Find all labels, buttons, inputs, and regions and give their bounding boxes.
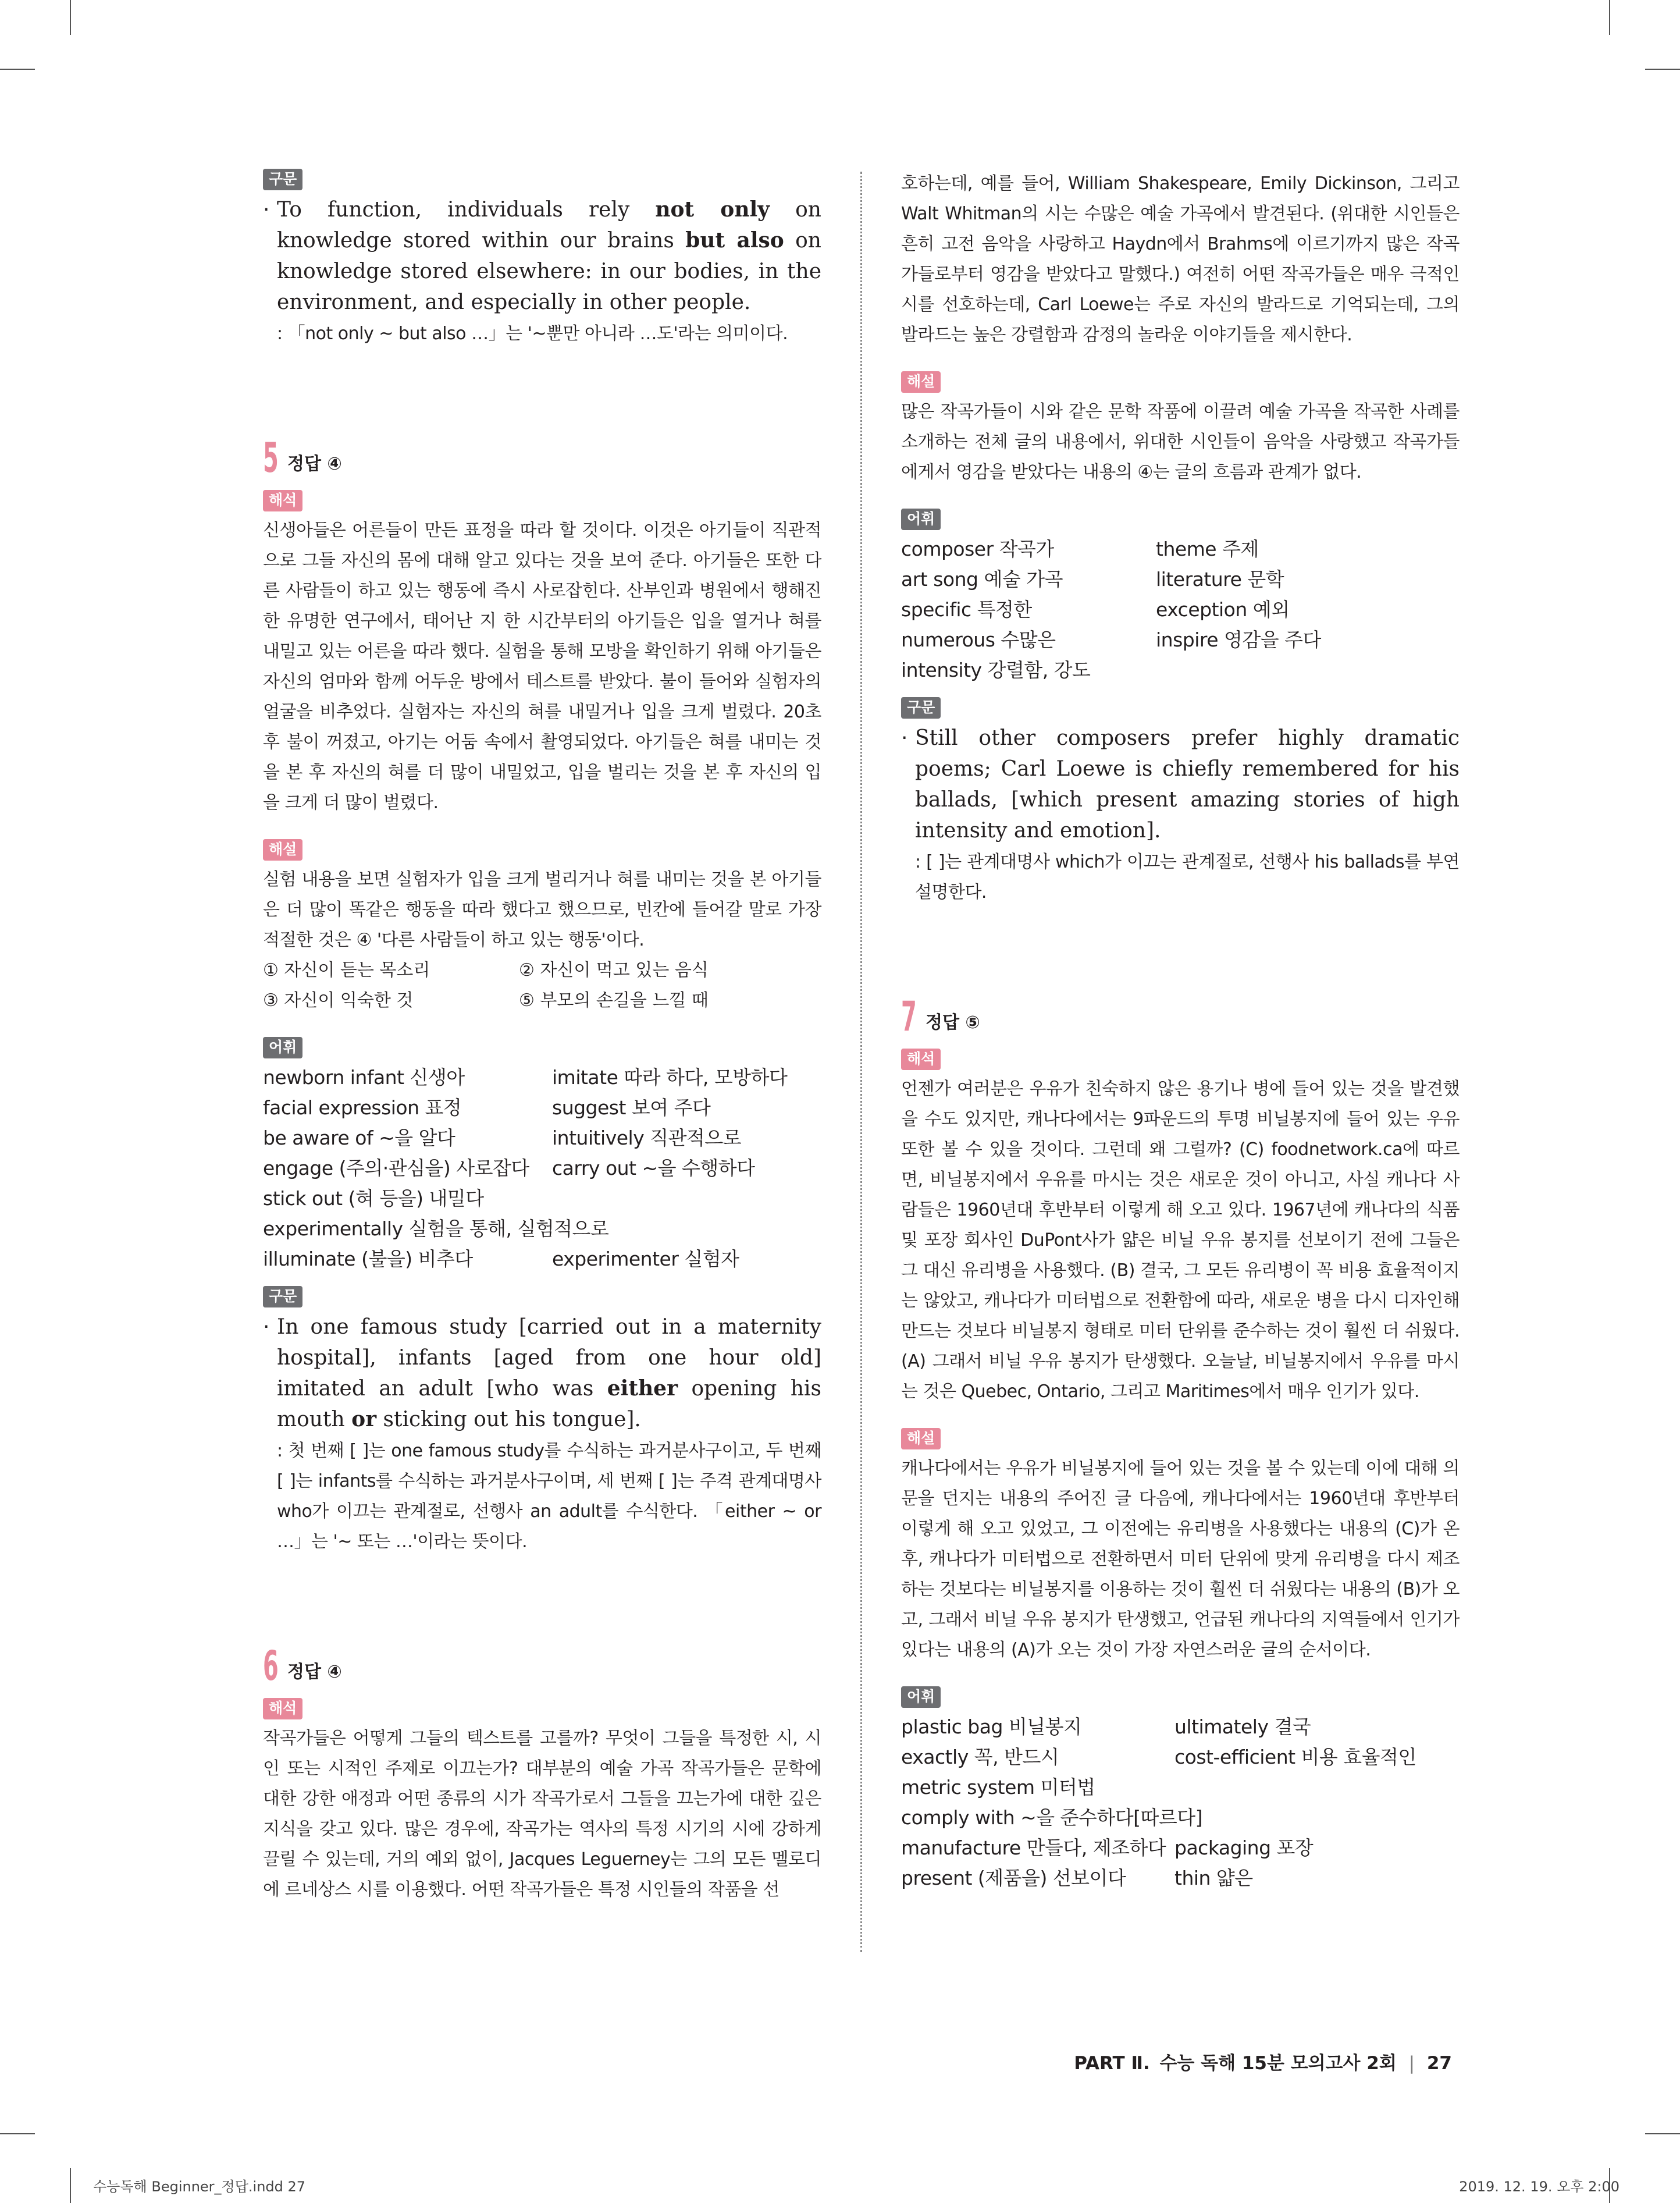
vocab-item: experimentally 실험을 통해, 실험적으로 — [263, 1217, 609, 1240]
question-6 — [263, 1644, 821, 1905]
vocab-item: illuminate (불을) 비추다 — [263, 1248, 473, 1270]
crop-mark-bottom-left-h — [0, 2133, 35, 2134]
vocab-item: inspire 영감을 주다 — [1156, 628, 1321, 651]
crop-mark-bottom-right-h — [1645, 2133, 1680, 2134]
right-column — [901, 169, 1460, 1893]
print-slug-date: 2019. 12. 19. 오후 2:00 — [1459, 2179, 1620, 2195]
question-number: 6 — [263, 1642, 279, 1690]
vocab-tag: 어휘 — [263, 1037, 302, 1058]
vocab-item: literature 문학 — [1156, 568, 1284, 591]
vocab-item: experimenter 실험자 — [552, 1248, 739, 1270]
vocab-item: exactly 꼭, 반드시 — [901, 1746, 1059, 1768]
answer-label: 정답 ④ — [287, 454, 342, 474]
footer-separator: | — [1408, 2053, 1415, 2074]
explanation-tag: 해설 — [901, 371, 941, 393]
vocab-item: thin 얇은 — [1174, 1867, 1253, 1889]
wrong-options — [263, 955, 821, 1016]
vocab-item: carry out ~을 수행하다 — [552, 1157, 755, 1179]
vocab-item: comply with ~을 준수하다[따르다] — [901, 1806, 1203, 1829]
translation-text: 언젠가 여러분은 우유가 친숙하지 않은 용기나 병에 들어 있는 것을 발견했을 수도 있지만, 캐나다에서는 9파운드의 투명 비닐봉지에 들어 있는 우유 또한 볼 수 있을 것이다. 그런데 왜 그럴까? (C) foodnetwork.ca에 따르면, 비닐봉지에서 우유를 마시는 것은 새로운 것이 아니고, 사실 캐나다 사람들은 1960년대 후반부터 이렇게 해 오고 있다. 1967년에 캐나다의 식품 및 포장 회사인 DuPont사가 얇은 비닐 우유 봉지를 선보이기 전에 그들은 그 대신 유리병을 사용했다. (B) 결국, 그 모든 유리병이 꼭 비용 효율적이지는 않았고, 캐나다가 미터법으로 전환함에 따라, 새로운 병을 다시 디자인해 만드는 것보다 비닐봉지 형태로 미터 단위를 준수하는 것이 훨씬 더 쉬웠다. (A) 그래서 비닐 우유 봉지가 탄생했다. 오늘날, 비닐봉지에서 우유를 마시는 것은 Quebec, Ontario, 그리고 Maritimes에서 매우 인기가 있다. — [901, 1079, 1460, 1402]
vocab-list — [901, 534, 1460, 685]
option-5: ⑤ 부모의 손길을 느낄 때 — [519, 990, 709, 1011]
vocab-item: facial expression 표정 — [263, 1096, 462, 1119]
example-sentence: · To function, individuals rely not only on knowledge stored within our brains but also on knowledge stored elsewhere: in our bodies, in the environment, and especially in other people. — [263, 194, 821, 318]
grammar-note: : 「not only ~ but also …」는 '~뿐만 아니라 …도'라는 의미이다. — [277, 324, 788, 344]
vocab-item: metric system 미터법 — [901, 1776, 1095, 1799]
vocab-item: be aware of ~을 알다 — [263, 1127, 455, 1149]
explanation-text: 실험 내용을 보면 실험자가 입을 크게 벌리거나 혀를 내미는 것을 본 아기들은 더 많이 똑같은 행동을 따라 했다고 했으므로, 빈칸에 들어갈 말로 가장 적절한 것은 ④ '다른 사람들이 하고 있는 행동'이다. — [263, 869, 821, 950]
structure-tag: 구문 — [263, 169, 302, 190]
translation-tag: 해석 — [901, 1049, 941, 1070]
example-sentence: · Still other composers prefer highly dramatic poems; Carl Loewe is chiefly remembered for his ballads, [which present amazing stories of high intensity and emotion]. — [901, 723, 1460, 846]
crop-mark-top-left-v — [70, 0, 71, 35]
structure-tag: 구문 — [263, 1286, 302, 1307]
vocab-item: manufacture 만들다, 제조하다 — [901, 1836, 1166, 1859]
page-footer — [1074, 2048, 1452, 2074]
vocab-item: art song 예술 가곡 — [901, 568, 1063, 591]
translation-text: 작곡가들은 어떻게 그들의 텍스트를 고를까? 무엇이 그들을 특정한 시, 시인 또는 시적인 주제로 이끄는가? 대부분의 예술 가곡 작곡가들은 문학에 대한 강한 애정과 어떤 종류의 시가 작곡가로서 그들을 끄는가에 대한 깊은 지식을 갖고 있다. 많은 경우에, 작곡가는 역사의 특정 시기의 시에 강하게 끌릴 수 있는데, 거의 예외 없이, Jacques Leguerney는 그의 모든 멜로디에 르네상스 시를 이용했다. 어떤 작곡가들은 특정 시인들의 작품을 선 — [263, 1728, 822, 1900]
vocab-item: plastic bag 비닐봉지 — [901, 1715, 1082, 1738]
crop-mark-bottom-left-v — [70, 2168, 71, 2203]
footer-part: PART Ⅱ. — [1074, 2053, 1150, 2074]
vocab-item: theme 주제 — [1156, 538, 1259, 560]
vocab-item: numerous 수많은 — [901, 628, 1056, 651]
column-divider — [860, 172, 862, 1952]
vocab-item: specific 특정한 — [901, 598, 1032, 621]
question-7 — [901, 995, 1460, 1893]
option-1: ① 자신이 듣는 목소리 — [263, 960, 430, 980]
vocab-item: stick out (혀 등을) 내밀다 — [263, 1187, 484, 1210]
grammar-note: : 첫 번째 [ ]는 one famous study를 수식하는 과거분사구이고, 두 번째 [ ]는 infants를 수식하는 과거분사구이며, 세 번째 [ ]는 주격 관계대명사 who가 이끄는 관계절로, 선행사 an adult를 수식한다. 「either ~ or …」는 '~ 또는 …'이라는 뜻이다. — [277, 1441, 821, 1552]
question-number: 5 — [263, 434, 279, 482]
explanation-text: 많은 작곡가들이 시와 같은 문학 작품에 이끌려 예술 가곡을 작곡한 사례를 소개하는 전체 글의 내용에서, 위대한 시인들이 음악을 사랑했고 작곡가들에게서 영감을 받았다는 내용의 ④는 글의 흐름과 관계가 없다. — [901, 401, 1460, 482]
crop-mark-top-left-h — [0, 69, 35, 70]
crop-mark-top-right-h — [1645, 69, 1680, 70]
vocab-list — [263, 1063, 821, 1274]
translation-tag: 해석 — [263, 1698, 302, 1719]
vocab-item: packaging 포장 — [1174, 1836, 1314, 1859]
vocab-item — [552, 1184, 821, 1214]
structure-tag: 구문 — [901, 697, 941, 719]
vocab-item: composer 작곡가 — [901, 538, 1054, 560]
explanation-tag: 해설 — [901, 1428, 941, 1449]
translation-text: 호하는데, 예를 들어, William Shakespeare, Emily Dickinson, 그리고 Walt Whitman의 시는 수많은 예술 가곡에서 발견된다. (위대한 시인들은 흔히 고전 음악을 사랑하고 Haydn에서 Brahms에 이르기까지 많은 작곡가들로부터 영감을 받았다고 말했다.) 여전히 어떤 작곡가들은 매우 극적인 시를 선호하는데, Carl Loewe는 주로 자신의 발라드로 기억되는데, 그의 발라드는 높은 강렬함과 감정의 놀라운 이야기들을 제시한다. — [901, 173, 1460, 345]
question-5 — [263, 436, 821, 1557]
answer-label: 정답 ④ — [287, 1662, 342, 1682]
vocab-item: exception 예외 — [1156, 598, 1290, 621]
explanation-tag: 해설 — [263, 839, 302, 861]
vocab-item: intuitively 직관적으로 — [552, 1127, 742, 1149]
vocab-tag: 어휘 — [901, 1686, 941, 1708]
explanation-text: 캐나다에서는 우유가 비닐봉지에 들어 있는 것을 볼 수 있는데 이에 대해 의문을 던지는 내용의 주어진 글 다음에, 캐나다에서는 1960년대 후반부터 이렇게 해 오고 있었고, 그 이전에는 유리병을 사용했다는 내용의 (C)가 온 후, 캐나다가 미터법으로 전환하면서 미터 단위에 맞게 유리병을 다시 제조하는 것보다는 비닐봉지를 이용하는 것이 훨씬 더 쉬웠다는 내용의 (B)가 오고, 그래서 비닐 우유 봉지가 탄생했고, 언급된 캐나다의 지역들에서 인기가 있다는 내용의 (A)가 오는 것이 가장 자연스러운 글의 순서이다. — [901, 1458, 1460, 1660]
translation-text: 신생아들은 어른들이 만든 표정을 따라 할 것이다. 이것은 아기들이 직관적으로 그들 자신의 몸에 대해 알고 있다는 것을 보여 준다. 아기들은 또한 다른 사람들이 하고 있는 행동에 즉시 사로잡힌다. 산부인과 병원에서 행해진 한 유명한 연구에서, 태어난 지 한 시간부터의 아기들은 입을 열거나 혀를 내밀고 있는 어른을 따라 했다. 실험을 통해 모방을 확인하기 위해 아기들은 자신의 엄마와 함께 어두운 방에서 테스트를 받았다. 불이 들어와 실험자의 얼굴을 비추었다. 실험자는 자신의 혀를 내밀거나 입을 크게 벌렸다. 20초 후 불이 꺼졌고, 아기는 어둠 속에서 촬영되었다. 아기들은 혀를 내미는 것을 본 후 자신의 혀를 더 많이 내밀었고, 입을 벌리는 것을 본 후 자신의 입을 크게 더 많이 벌렸다. — [263, 520, 821, 813]
vocab-item: engage (주의·관심을) 사로잡다 — [263, 1157, 529, 1179]
translation-tag: 해석 — [263, 490, 302, 511]
vocab-item: suggest 보여 주다 — [552, 1096, 711, 1119]
footer-title: 수능 독해 15분 모의고사 2회 — [1159, 2053, 1397, 2074]
vocab-item: newborn infant 신생아 — [263, 1066, 465, 1089]
print-slug-file: 수능독해 Beginner_정답.indd 27 — [93, 2179, 306, 2195]
question-6-continued — [901, 169, 1460, 908]
left-column — [263, 169, 821, 1905]
page-number: 27 — [1426, 2053, 1452, 2074]
grammar-note: : [ ]는 관계대명사 which가 이끄는 관계절로, 선행사 his ballads를 부연 설명한다. — [915, 852, 1460, 902]
option-2: ② 자신이 먹고 있는 음식 — [519, 960, 709, 980]
structure-section-1 — [263, 169, 821, 349]
vocab-tag: 어휘 — [901, 509, 941, 530]
vocab-item: present (제품을) 선보이다 — [901, 1867, 1126, 1889]
question-number: 7 — [901, 993, 917, 1040]
vocab-item — [1156, 655, 1460, 685]
vocab-item: intensity 강렬함, 강도 — [901, 659, 1091, 681]
vocab-item: imitate 따라 하다, 모방하다 — [552, 1066, 788, 1089]
vocab-item: ultimately 결국 — [1174, 1715, 1311, 1738]
vocab-item: cost-efficient 비용 효율적인 — [1174, 1746, 1416, 1768]
answer-label: 정답 ⑤ — [926, 1012, 980, 1033]
vocab-list — [901, 1712, 1460, 1893]
crop-mark-top-right-v — [1609, 0, 1610, 35]
example-sentence: · In one famous study [carried out in a maternity hospital], infants [aged from one hour old] imitated an adult [who was either opening his mouth or sticking out his tongue]. — [263, 1312, 821, 1435]
option-3: ③ 자신이 익숙한 것 — [263, 990, 414, 1011]
